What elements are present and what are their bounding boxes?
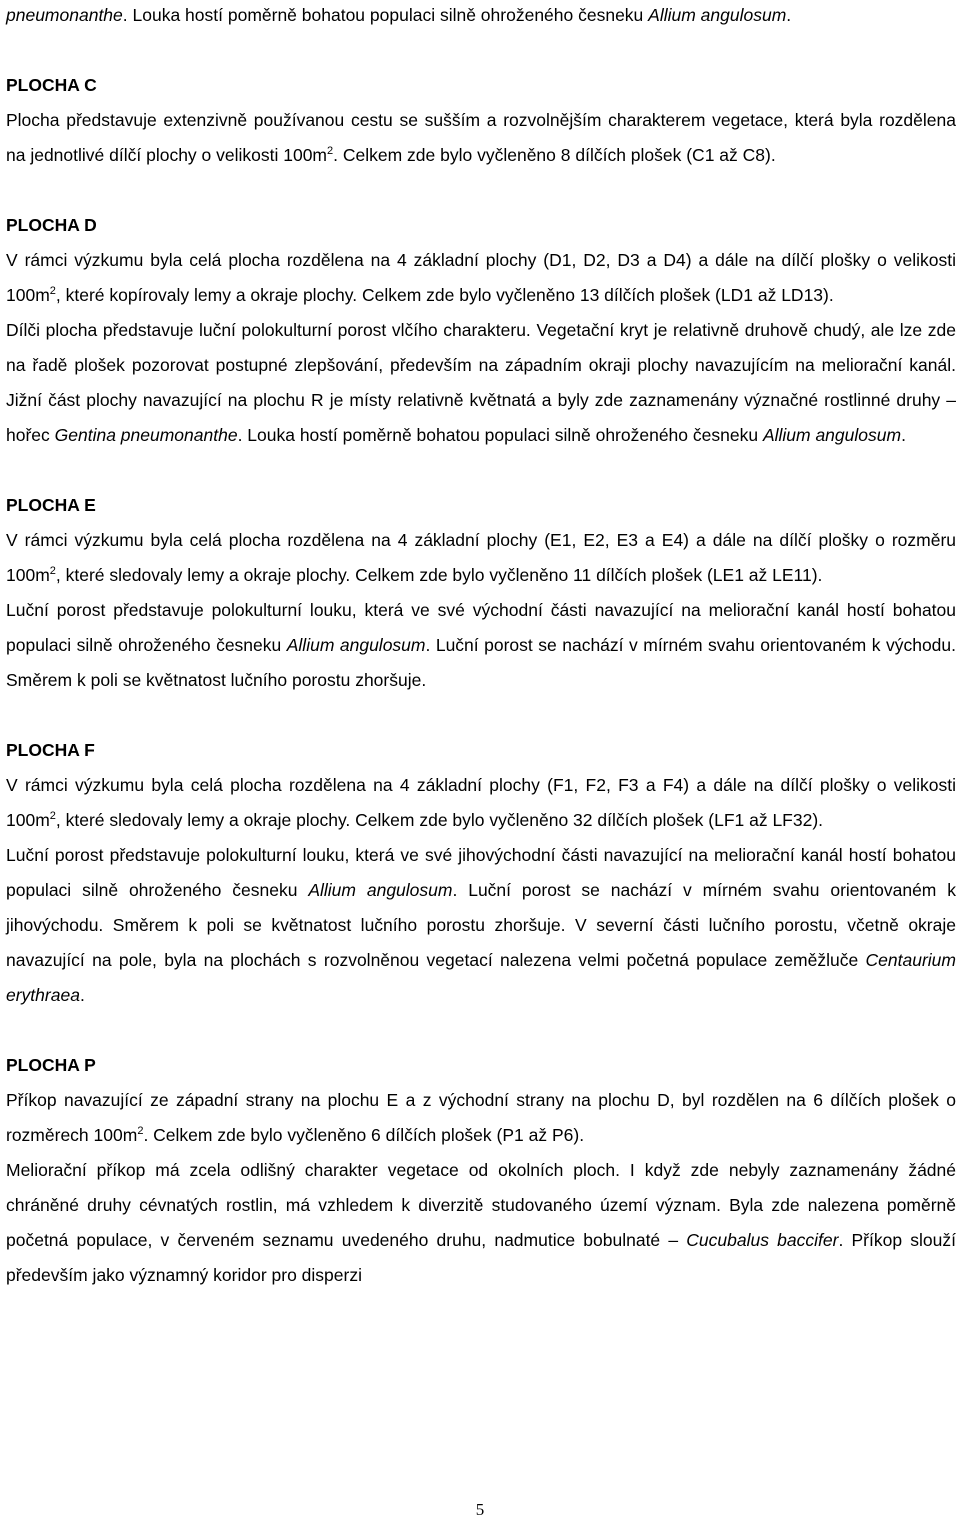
plocha-c-paragraph [6,103,956,173]
species-name: Allium angulosum [762,425,902,445]
text-run: . Celkem zde bylo vyčleněno 8 dílčích plošek (C1 až C8). [333,145,776,165]
section-gap [6,453,956,488]
top-fragment-paragraph [6,0,956,33]
plocha-f-paragraph-1 [6,768,956,838]
superscript: 2 [327,145,334,158]
species-name: Allium angulosum [286,635,426,655]
text-run: Luční porost představuje polokulturní louku, která ve své jihovýchodní části navazující na meliorační kanál hostí bohatou populaci silně ohroženého česneku [6,845,956,900]
section-gap [6,1013,956,1048]
species-name: Allium angulosum [648,5,787,25]
text-run: Plocha představuje extenzivně používanou cestu se sušším a rozvolnějším charakterem vegetace, která byla rozdělena na jednotlivé dílčí plochy o velikosti 100m [6,110,956,165]
text-run: Dílči plocha představuje luční polokulturní porost vlčího charakteru. [6,320,531,340]
superscript: 2 [49,565,56,578]
text-run: . Louka hostí poměrně bohatou populaci silně ohroženého česneku [237,425,763,445]
species-name: Allium angulosum [308,880,453,900]
section-heading-e: PLOCHA E [6,495,96,515]
species-name: pneumonanthe [6,5,123,25]
text-run: . Louka hostí poměrně bohatou populaci silně ohroženého česneku [122,5,649,25]
plocha-p-paragraph-2 [6,1153,956,1293]
text-run: Příkop navazující ze západní strany na plochu E a z východní strany na plochu D, byl rozdělen na 6 dílčích plošek o rozměrech 100m [6,1090,956,1145]
document-page [6,0,956,1293]
superscript: 2 [137,1125,144,1138]
plocha-d-paragraph-1 [6,243,956,313]
section-heading-d: PLOCHA D [6,215,97,235]
text-run: . [79,985,85,1005]
page-number: 5 [475,1500,485,1519]
section-heading-p: PLOCHA P [6,1055,96,1075]
text-run: , které kopírovaly lemy a okraje plochy. Celkem zde bylo vyčleněno 13 dílčích plošek (LD1 až LD13). [55,285,834,305]
text-run: V rámci výzkumu byla celá plocha rozdělena na 4 základní plochy (F1, F2, F3 a F4) a dále na dílčí plošky o velikosti 100m [6,775,956,830]
section-heading-f: PLOCHA F [6,740,95,760]
section-gap [6,698,956,733]
text-run: V rámci výzkumu byla celá plocha rozdělena na 4 základní plochy (D1, D2, D3 a D4) a dále na dílčí plošky o velikosti 100m [6,250,956,305]
section-gap [6,173,956,208]
text-run: . Luční porost se nachází v mírném svahu orientovaném k východu. Směrem k poli se květnatost lučního porostu zhoršuje. [6,635,957,690]
section-heading-c: PLOCHA C [6,75,97,95]
text-run: . Celkem zde bylo vyčleněno 6 dílčích plošek (P1 až P6). [143,1125,585,1145]
plocha-f-paragraph-2 [6,838,956,1013]
text-run: Luční porost představuje polokulturní louku, která ve své východní části navazující na meliorační kanál hostí bohatou populaci silně ohroženého česneku [6,600,956,655]
species-name: Centaurium erythraea [6,950,956,1005]
section-gap [6,33,956,68]
species-name: Cucubalus baccifer [686,1230,839,1250]
text-run: , které sledovaly lemy a okraje plochy. Celkem zde bylo vyčleněno 11 dílčích plošek (LE1 až LE11). [55,565,823,585]
text-run: . [901,425,906,445]
text-run: Vegetační kryt je relativně druhově chudý, ale lze zde na řadě plošek pozorovat postupné zlepšování, především na západním okraji plochy navazujícím na meliorační kanál. Jižní část plochy navazující na plochu R je místy relativně květnatá a byly zde zaznamenány význačné rostlinné druhy – hořec [6,320,956,445]
plocha-d-paragraph-2 [6,313,956,453]
text-run: Meliorační příkop má zcela odlišný charakter vegetace od okolních ploch. I když zde nebyly zaznamenány žádné chráněné druhy cévnatých rostlin, má vzhledem k diverzitě studovaného území význam. Byla zde nalezena poměrně početná populace, v červeném seznamu uvedeného druhu, nadmutice bobulnaté – [6,1160,956,1250]
superscript: 2 [49,285,56,298]
species-name: Gentina pneumonanthe [54,425,238,445]
superscript: 2 [49,810,56,823]
text-run: . [786,5,792,25]
plocha-p-paragraph-1 [6,1083,956,1153]
text-run: V rámci výzkumu byla celá plocha rozdělena na 4 základní plochy (E1, E2, E3 a E4) a dále na dílčí plošky o rozměru 100m [6,530,956,585]
plocha-e-paragraph-1 [6,523,956,593]
text-run: . Luční porost se nachází v mírném svahu orientovaném k jihovýchodu. Směrem k poli se květnatost lučního porostu zhoršuje. V severní části lučního porostu, včetně okraje navazující na pole, byla na plochách s rozvolněnou vegetací nalezena velmi početná populace zeměžluče [6,880,957,970]
text-run: , které sledovaly lemy a okraje plochy. Celkem zde bylo vyčleněno 32 dílčích plošek (LF1 až LF32). [55,810,824,830]
plocha-e-paragraph-2 [6,593,956,698]
text-run: . Příkop slouží především jako významný koridor pro disperzi [6,1230,956,1285]
